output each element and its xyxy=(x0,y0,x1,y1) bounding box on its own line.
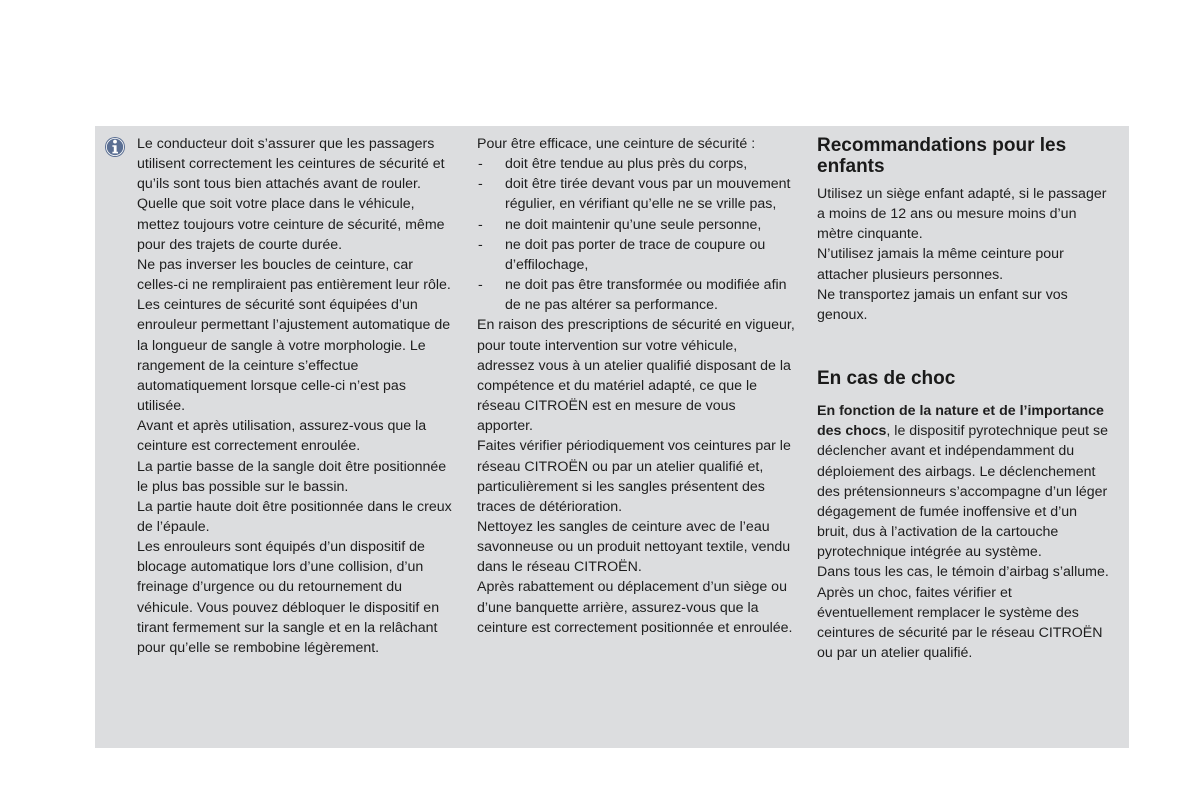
column-seatbelt-efficiency xyxy=(477,134,795,638)
requirements-list xyxy=(477,154,795,315)
paragraph: Dans tous les cas, le témoin d’airbag s’allume. xyxy=(817,564,1109,581)
paragraph: Après un choc, faites vérifier et éventuellement remplacer le système des ceintures de sécurité par le réseau CITROËN ou par un atelier qualifié. xyxy=(817,584,1103,661)
list-item: - doit être tendue au plus près du corps, xyxy=(477,154,795,174)
paragraph: La partie basse de la sangle doit être positionnée le plus bas possible sur le bassin. xyxy=(137,458,447,495)
paragraph: Nettoyez les sangles de ceinture avec de l’eau savonneuse ou un produit nettoyant textile, vendu dans le réseau CITROËN. xyxy=(477,518,791,576)
paragraph: Ne pas inverser les boucles de ceinture, car celles-ci ne rempliraient pas entièrement leur rôle. xyxy=(137,256,451,294)
paragraph xyxy=(817,401,1109,562)
paragraph-rest: , le dispositif pyrotechnique peut se déclencher avant et indépendamment du déploiement des airbags. Le déclenchement des prétensionneurs s’accompagne d’un léger dégagement de fumée inoffensive et d’un bruit, dus à l’activation de la cartouche pyrotechnique intégrée au système. xyxy=(817,423,1109,561)
list-intro: Pour être efficace, une ceinture de sécurité : xyxy=(477,136,756,152)
paragraph: Les ceintures de sécurité sont équipées d’un enrouleur permettant l’ajustement automatique de la longueur de sangle à votre morphologie. Le rangement de la ceinture s’effectue automatiquement lorsque celle-ci n’est pas utilisée. xyxy=(137,297,451,415)
list-item: - ne doit pas être transformée ou modifiée afin de ne pas altérer sa performance. xyxy=(477,275,795,315)
paragraph: Ne transportez jamais un enfant sur vos genoux. xyxy=(817,286,1068,323)
paragraph: Les enrouleurs sont équipés d’un dispositif de blocage automatique lors d’une collision, d’un freinage d’urgence ou du retournement du véhicule. Vous pouvez débloquer le dispositif en tirant fermement sur la sangle et en la relâchant pour qu’elle se rembobine légèrement. xyxy=(137,539,440,656)
heading-in-case-of-crash: En cas de choc xyxy=(817,368,956,390)
paragraph: Avant et après utilisation, assurez-vous que la ceinture est correctement enroulée. xyxy=(137,418,427,455)
list-item: - ne doit pas porter de trace de coupure ou d’effilochage, xyxy=(477,235,795,275)
column-children-and-crash xyxy=(817,134,1109,663)
column-seatbelt-usage xyxy=(137,134,455,658)
list-item: - ne doit maintenir qu’une seule personne, xyxy=(477,215,795,235)
heading-children-recommendations: Recommandations pour les enfants xyxy=(817,135,1067,177)
paragraph: Faites vérifier périodiquement vos ceintures par le réseau CITROËN ou par un atelier qualifié et, particulièrement si les sangles présentent des traces de détérioration. xyxy=(477,438,791,515)
paragraph: Le conducteur doit s’assurer que les passagers utilisent correctement les ceintures de sécurité et qu’ils sont tous bien attachés avant de rouler. xyxy=(137,136,445,193)
paragraph: En raison des prescriptions de sécurité en vigueur, pour toute intervention sur votre véhicule, adressez vous à un atelier qualifié disposant de la compétence et du matériel adapté, ce que le réseau CITROËN est en mesure de vous apporter. xyxy=(477,317,795,435)
info-icon xyxy=(104,136,126,158)
paragraph: Quelle que soit votre place dans le véhicule, mettez toujours votre ceinture de sécurité, même pour des trajets de courte durée. xyxy=(137,196,445,253)
paragraph: N’utilisez jamais la même ceinture pour attacher plusieurs personnes. xyxy=(817,246,1064,283)
list-item: - doit être tirée devant vous par un mouvement régulier, en vérifiant qu’elle ne se vrille pas, xyxy=(477,174,795,214)
paragraph: Utilisez un siège enfant adapté, si le passager a moins de 12 ans ou mesure moins d’un mètre cinquante. xyxy=(817,186,1107,243)
paragraph: Après rabattement ou déplacement d’un siège ou d’une banquette arrière, assurez-vous que la ceinture est correctement positionnée et enroulée. xyxy=(477,579,793,636)
paragraph: La partie haute doit être positionnée dans le creux de l’épaule. xyxy=(137,498,452,535)
emphasis: En fonction de la nature et de l’importance des chocs xyxy=(817,403,1104,440)
